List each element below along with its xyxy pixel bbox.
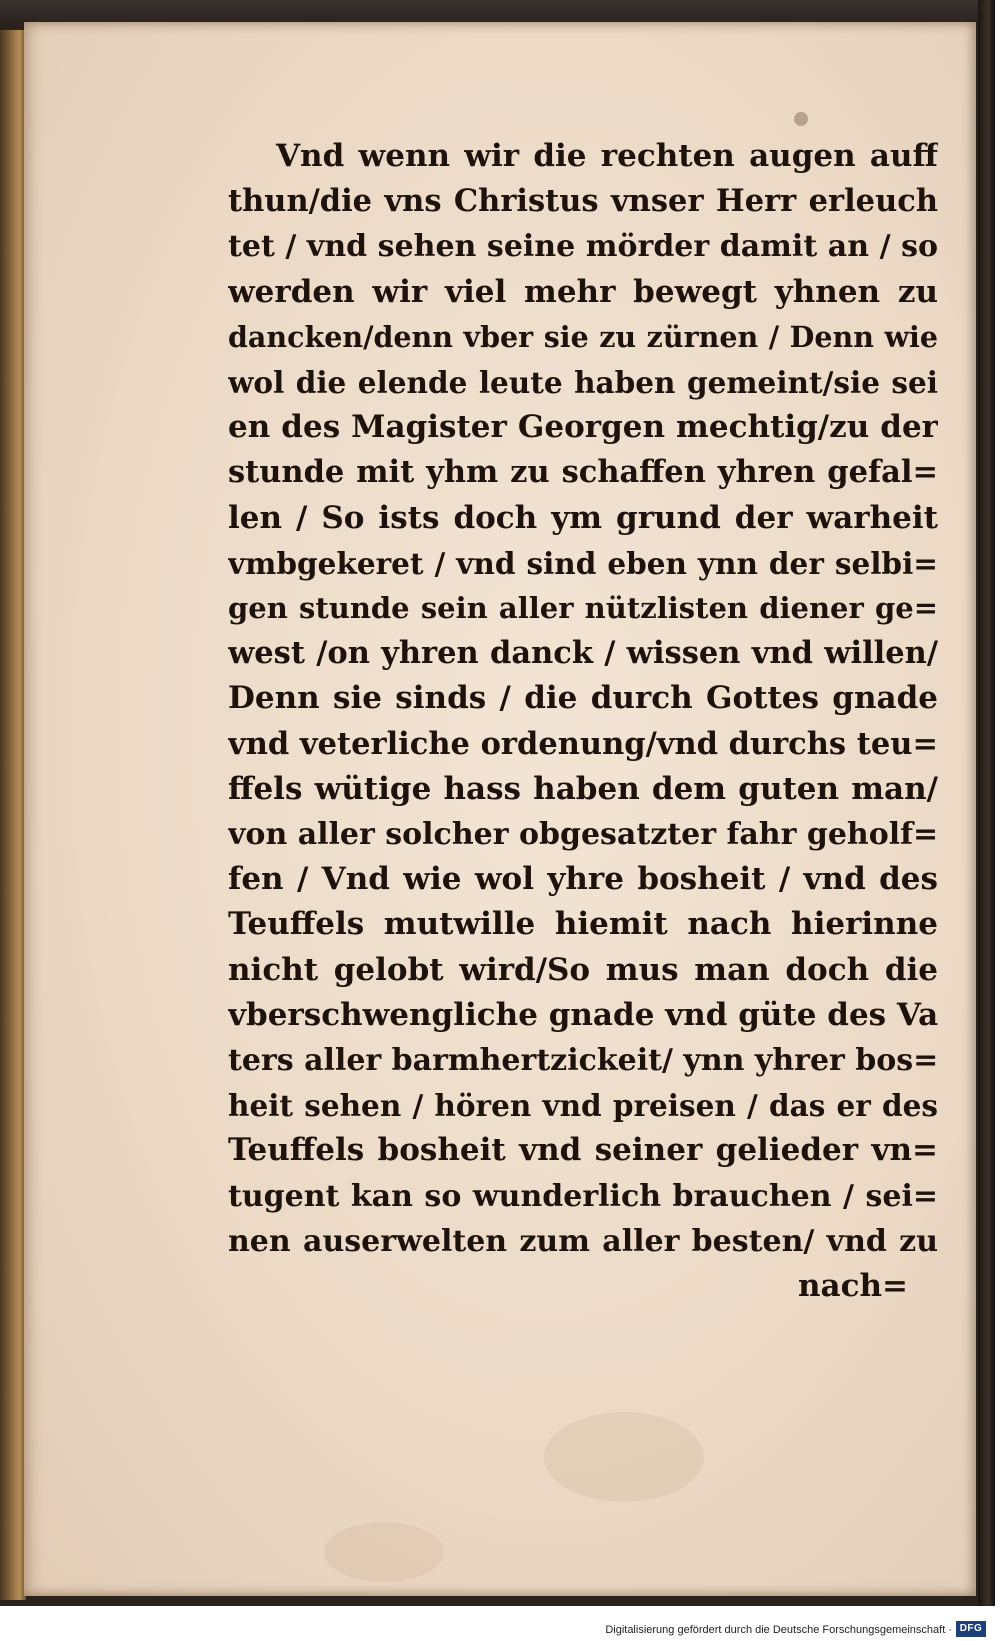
- book-fore-edge: [978, 0, 995, 1606]
- text-line: vnd veterliche ordenung/vnd durchs teu=: [228, 725, 938, 762]
- text-line: Denn sie sinds / die durch Gottes gnade: [228, 680, 938, 717]
- text-line: Teuffels mutwille hiemit nach hierinne: [228, 906, 938, 943]
- text-line: Teuffels bosheit vnd seiner gelieder vn=: [228, 1132, 938, 1169]
- text-line: fen / Vnd wie wol yhre bosheit / vnd des: [228, 861, 938, 898]
- text-line: nen auserwelten zum aller besten/ vnd zu: [228, 1223, 938, 1259]
- text-line: heit sehen / hören vnd preisen / das er des: [228, 1088, 938, 1124]
- text-line: tet / vnd sehen seine mörder damit an / so: [228, 229, 938, 265]
- text-line: len / So ists doch ym grund der warheit: [228, 499, 938, 536]
- text-line: ffels wütige hass haben dem guten man/: [228, 770, 938, 807]
- scan-top-edge: [0, 0, 995, 22]
- paper-stain: [324, 1522, 444, 1582]
- text-line: vmbgekeret / vnd sind eben ynn der selbi=: [228, 545, 938, 581]
- text-line: dancken/denn vber sie zu zürnen / Denn wie: [228, 319, 938, 354]
- text-line: en des Magister Georgen mechtig/zu der: [228, 409, 938, 446]
- text-line: Vnd wenn wir die rechten augen auff: [276, 138, 938, 174]
- paper-stain: [544, 1412, 704, 1502]
- text-line: werden wir viel mehr bewegt yhnen zu: [228, 273, 938, 310]
- book-spine-edge: [0, 30, 26, 1600]
- text-line: thun/die vns Christus vnser Herr erleuch: [228, 183, 938, 220]
- text-line: west /on yhren danck / wissen vnd willen/: [228, 635, 938, 672]
- page-text: [228, 134, 938, 1309]
- funding-credit: Digitalisierung gefördert durch die Deutsche Forschungsgemeinschaft ·: [605, 1624, 952, 1636]
- text-line: wol die elende leute haben gemeint/sie sei: [228, 365, 938, 401]
- paper-stain: [794, 112, 808, 126]
- text-line: von aller solcher obgesatzter fahr geholf=: [228, 817, 938, 853]
- text-line: tugent kan so wunderlich brauchen / sei=: [228, 1178, 938, 1214]
- text-line: stunde mit yhm zu schaffen yhren gefal=: [228, 454, 938, 491]
- text-line: ters aller barmhertzickeit/ ynn yhrer bos=: [228, 1043, 938, 1079]
- text-line: gen stunde sein aller nützlisten diener ge=: [228, 591, 938, 626]
- text-line: nicht gelobt wird/So mus man doch die: [228, 951, 938, 988]
- catchword: nach=: [797, 1268, 908, 1305]
- text-line: vberschwengliche gnade vnd güte des Va: [228, 996, 938, 1033]
- dfg-logo-icon: DFG: [956, 1621, 986, 1637]
